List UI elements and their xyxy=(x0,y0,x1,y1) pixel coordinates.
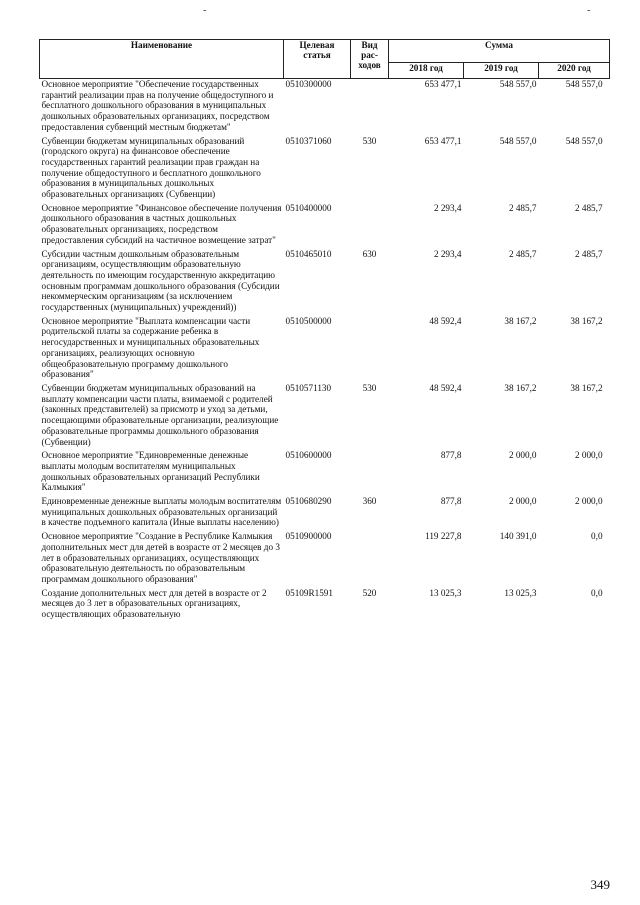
row-sum-2020: 0,0 xyxy=(591,587,603,598)
row-expense-type: 360 xyxy=(362,496,377,507)
row-sum-2020: 548 557,0 xyxy=(565,79,603,89)
row-expense-type xyxy=(351,450,389,496)
row-target-code: 0510571130 xyxy=(285,382,332,393)
table-row xyxy=(40,79,610,136)
table-row xyxy=(40,203,610,249)
top-mark-left: - xyxy=(203,5,207,16)
table-row xyxy=(40,531,610,588)
row-name: Основное мероприятие "Финансовое обеспечение получения дошкольного образования в частных дошкольных образовательных организациях, посредством предоставления субсидий на частичное возмещение затрат" xyxy=(41,202,282,245)
row-name: Основное мероприятие "Выплата компенсации части родительской платы за содержание ребенка в негосударственных и муниципальных образовательных организациях, реализующих основную общеобразовательную программу дошкольного образования" xyxy=(41,315,260,380)
row-sum-2019: 548 557,0 xyxy=(499,79,537,89)
row-sum-2020: 2 485,7 xyxy=(574,248,603,259)
header-sum: Сумма xyxy=(389,40,610,63)
table-body xyxy=(40,79,610,620)
budget-table xyxy=(39,39,610,620)
row-sum-2018: 653 477,1 xyxy=(424,135,462,146)
row-sum-2020: 548 557,0 xyxy=(565,135,603,146)
row-sum-2019: 38 167,2 xyxy=(504,382,537,393)
row-sum-2020: 0,0 xyxy=(591,531,603,542)
table-row xyxy=(40,450,610,496)
header-year-2020: 2020 год xyxy=(539,63,610,79)
table-row xyxy=(40,496,610,531)
table-row xyxy=(40,588,610,620)
row-target-code: 0510300000 xyxy=(285,79,332,89)
row-sum-2018: 877,8 xyxy=(440,450,462,461)
page-number: 349 xyxy=(590,877,610,892)
row-name: Создание дополнительных мест для детей в возрасте от 2 месяцев до 3 лет в образовательных организациях, осуществляющих образовательную xyxy=(41,587,267,620)
row-sum-2018: 13 025,3 xyxy=(429,587,462,598)
row-sum-2020: 2 485,7 xyxy=(574,202,603,213)
row-expense-type: 530 xyxy=(362,382,377,393)
row-sum-2018: 48 592,4 xyxy=(429,382,462,393)
table-row xyxy=(40,383,610,450)
row-sum-2019: 2 000,0 xyxy=(508,496,537,507)
header-year-2018: 2018 год xyxy=(389,63,464,79)
row-target-code: 0510680290 xyxy=(285,496,332,507)
row-sum-2020: 2 000,0 xyxy=(574,450,603,461)
header-year-2019: 2019 год xyxy=(464,63,539,79)
row-name: Субвенции бюджетам муниципальных образований на выплату компенсации части платы, взимаемой с родителей (законных представителей) за присмотр и уход за детьми, посещающими образовательные организации, реализующие образовательные программы дошкольного образования (Субвенции) xyxy=(41,382,279,447)
row-target-code: 0510500000 xyxy=(285,315,332,326)
row-name: Основное мероприятие "Создание в Республике Калмыкия дополнительных мест для детей в возрасте от 2 месяцев до 3 лет в образовательных организациях, осуществляющих образовательную деятельность по образовательным программам дошкольного образования" xyxy=(41,531,280,584)
row-expense-type xyxy=(351,79,389,136)
header-target: Целевая статья xyxy=(284,40,351,79)
row-sum-2018: 2 293,4 xyxy=(433,248,462,259)
table-row xyxy=(40,136,610,203)
row-sum-2020: 38 167,2 xyxy=(570,315,603,326)
row-target-code: 0510465010 xyxy=(285,248,332,259)
header-type: Вид рас-ходов xyxy=(351,40,389,79)
row-name: Основное мероприятие "Обеспечение государственных гарантий реализации прав на получение общедоступного и бесплатного дошкольного образования в муниципальных дошкольных образовательных организациях, посредством предоставления субвенций местным бюджетам" xyxy=(41,79,274,132)
row-target-code: 0510371060 xyxy=(285,135,332,146)
row-target-code: 0510400000 xyxy=(285,202,332,213)
table-row xyxy=(40,316,610,383)
row-sum-2019: 2 485,7 xyxy=(508,248,537,259)
row-expense-type: 630 xyxy=(362,248,377,259)
row-sum-2020: 38 167,2 xyxy=(570,382,603,393)
row-sum-2019: 140 391,0 xyxy=(499,531,537,542)
table-row xyxy=(40,249,610,316)
row-sum-2019: 38 167,2 xyxy=(504,315,537,326)
row-expense-type xyxy=(351,316,389,383)
row-sum-2018: 653 477,1 xyxy=(424,79,462,89)
row-expense-type xyxy=(351,203,389,249)
row-expense-type: 530 xyxy=(362,135,377,146)
row-sum-2018: 119 227,8 xyxy=(425,531,462,542)
header-name: Наименование xyxy=(40,40,284,79)
row-name: Субвенции бюджетам муниципальных образований (городского округа) на финансовое обеспечение государственных гарантий реализации прав граждан на получение общедоступного и бесплатного дошкольного образования в муниципальных дошкольных образовательных организациях (Субвенции) xyxy=(41,135,261,200)
row-sum-2019: 548 557,0 xyxy=(499,135,537,146)
top-mark-right: - xyxy=(587,5,591,16)
row-name: Основное мероприятие "Единовременные денежные выплаты молодым воспитателям муниципальных дошкольных образовательных организаций Республики Калмыкия" xyxy=(41,450,260,493)
row-sum-2019: 2 000,0 xyxy=(508,450,537,461)
row-expense-type xyxy=(351,531,389,588)
row-expense-type: 520 xyxy=(362,587,377,598)
row-name: Субсидии частным дошкольным образовательным организациям, осуществляющим образовательную деятельность по имеющим государственную аккредитацию основным программам дошкольного образования (Субсидии некоммерческим организациям (за исключением государственных (муниципальных) учреждений)) xyxy=(41,248,280,313)
row-sum-2019: 13 025,3 xyxy=(504,587,537,598)
row-sum-2018: 877,8 xyxy=(440,496,462,507)
row-target-code: 05109R1591 xyxy=(285,587,333,598)
row-target-code: 0510900000 xyxy=(285,531,332,542)
row-sum-2018: 48 592,4 xyxy=(429,315,462,326)
row-sum-2020: 2 000,0 xyxy=(574,496,603,507)
row-name: Единовременные денежные выплаты молодым воспитателям муниципальных дошкольных образовательных организаций в качестве подъемного капитала (Иные выплаты населению) xyxy=(41,496,282,528)
row-sum-2018: 2 293,4 xyxy=(433,202,462,213)
row-sum-2019: 2 485,7 xyxy=(508,202,537,213)
row-target-code: 0510600000 xyxy=(285,450,332,461)
